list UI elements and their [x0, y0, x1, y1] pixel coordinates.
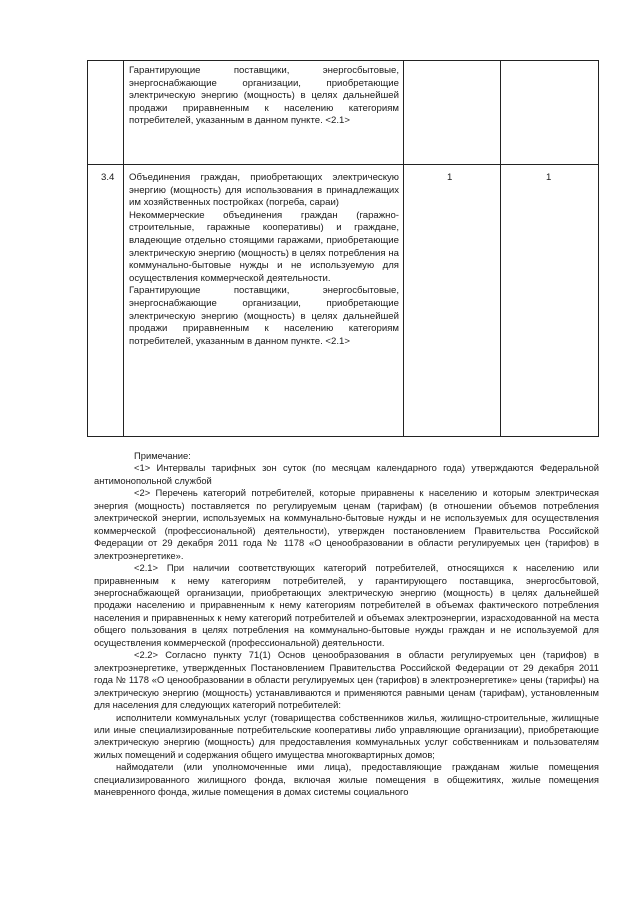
table-cell-number: 3.4	[101, 172, 115, 183]
notes-heading: Примечание:	[134, 450, 191, 461]
note-paragraph: наймодатели (или уполномоченные ими лица), предоставляющие гражданам жилые помещения специализированного жилищного фонда, включая жилые помещения в общежитиях, жилые помещения маневренного фонда, жилые помещения в домах системы социального	[94, 761, 599, 798]
cell-paragraph: Гарантирующие поставщики, энергосбытовые, энергоснабжающие организации, приобретающие электрическую энергию (мощность) в целях дальнейшей продажи приравненным к населению категориям потребителей, указанным в данном пункте. <2.1>	[129, 285, 399, 347]
table-rule-col1	[123, 60, 124, 437]
cell-paragraph: Гарантирующие поставщики, энергосбытовые, энергоснабжающие организации, приобретающие электрическую энергию (мощность) в целях дальнейшей продажи приравненным к населению категориям потребителей, указанным в данном пункте. <2.1>	[129, 65, 399, 127]
table-rule-bottom	[87, 436, 599, 437]
note-paragraph: <2.1> При наличии соответствующих категорий потребителей, относящихся к населению или приравненным к нему категориям потребителей, у гарантирующего поставщика, энергосбытовой, энергоснабжающей организации, приобретающих электрическую энергию (мощность) в целях дальнейшей продажи населению и приравненным к нему категориям потребителей в объемах фактического потребления населения и приравненных к нему категорий потребителей и объемах электроэнергии, израсходованной на места общего пользования в целях потребления на коммунально-бытовые нужды граждан и не используемой для осуществления коммерческой (профессиональной) деятельности.	[94, 562, 599, 648]
table-cell-value: 1	[447, 172, 453, 183]
table-rule-col2	[403, 60, 404, 437]
table-rule-row	[87, 164, 599, 165]
table-rule-left	[87, 60, 88, 437]
cell-paragraph: Некоммерческие объединения граждан (гаражно-строительные, гаражные кооперативы) и граждане, владеющие отдельно стоящими гаражами, приобретающие электрическую энергию (мощность) в целях потребления на коммунально-бытовые нужды и не используемую для осуществления коммерческой деятельности.	[129, 209, 399, 284]
note-paragraph: <2> Перечень категорий потребителей, которые приравнены к населению и которым электрическая энергия (мощность) поставляется по регулируемым ценам (тарифам) (в отношении объемов потребления электрической энергии, используемых на коммунально-бытовые нужды и не используемых для осуществления коммерческой (профессиональной) деятельности), утвержден постановлением Правительства Российской Федерации от 29 декабря 2011 года № 1178 «О ценообразовании в области регулируемых цен (тарифов) в электроэнергетике».	[94, 487, 599, 561]
note-paragraph: <1> Интервалы тарифных зон суток (по месяцам календарного года) утверждаются Федеральной антимонопольной службой	[94, 462, 599, 486]
note-paragraph: <2.2> Согласно пункту 71(1) Основ ценообразования в области регулируемых цен (тарифов) в электроэнергетике, утвержденных Постановлением Правительства Российской Федерации от 29 декабря 2011 года № 1178 «О ценообразовании в области регулируемых цен (тарифов) в электроэнергетике» цены (тарифы) на электрическую энергию (мощность) устанавливаются и применяются равными ценам (тарифам), установленным для населения для следующих категорий потребителей:	[94, 649, 599, 711]
tariff-table	[87, 60, 599, 437]
notes-section	[94, 450, 599, 799]
note-paragraph: исполнители коммунальных услуг (товарищества собственников жилья, жилищно-строительные, жилищные или иные специализированные потребительские кооперативы либо управляющие организации), приобретающие электрическую энергию (мощность) для предоставления коммунальных услуг собственникам и пользователям жилых помещений и содержания общего имущества многоквартирных домов;	[94, 711, 599, 760]
table-rule-top	[87, 60, 599, 61]
table-cell-description	[129, 65, 399, 128]
table-rule-right	[598, 60, 599, 437]
table-rule-col3	[500, 60, 501, 437]
table-cell-description	[129, 172, 399, 348]
table-cell-value: 1	[546, 172, 552, 183]
cell-paragraph: Объединения граждан, приобретающих электрическую энергию (мощность) для использования в принадлежащих им хозяйственных постройках (погреба, сараи)	[129, 172, 399, 209]
